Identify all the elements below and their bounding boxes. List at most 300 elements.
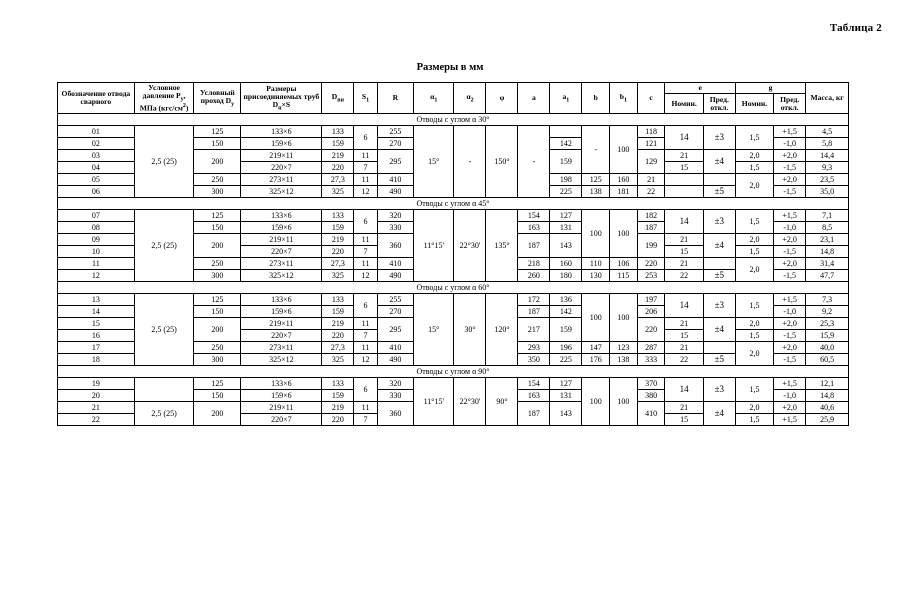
cell-b: 147 [582, 342, 610, 354]
cell-e-nominal: 15 [665, 246, 703, 258]
cell-alpha1: 11°15' [413, 378, 454, 426]
cell-r: 255 [377, 126, 413, 138]
cell-g-deviation: -1,0 [774, 390, 806, 402]
cell-g-deviation: +1,5 [774, 210, 806, 222]
cell-a1: 196 [550, 342, 582, 354]
header-g-group: g [735, 83, 805, 94]
cell-a1: 160 [550, 258, 582, 270]
cell-e-nominal: 15 [665, 330, 703, 342]
cell-alpha2: 22°30' [454, 378, 486, 426]
cell-c: 197 [637, 294, 665, 306]
cell-e-nominal: 14 [665, 126, 703, 150]
cell-id: 17 [58, 342, 135, 354]
cell-g-nominal: 2,0 [735, 318, 773, 330]
cell-pipe: 220×7 [241, 330, 322, 342]
cell-a1: 127 [550, 210, 582, 222]
cell-alpha1: 15° [413, 294, 454, 366]
cell-c: 287 [637, 342, 665, 354]
cell-dvn: 219 [322, 150, 354, 162]
cell-g-nominal: 1,5 [735, 126, 773, 150]
cell-g-nominal: 2,0 [735, 258, 773, 282]
cell-b1: 115 [610, 270, 638, 282]
cell-dy: 150 [194, 138, 241, 150]
header-designation: Обозначение отвода сварного [58, 83, 135, 114]
cell-r: 320 [377, 378, 413, 390]
cell-e-deviation: ±4 [703, 318, 735, 342]
cell-g-nominal: 2,0 [735, 150, 773, 162]
table-caption: Таблица 2 [829, 22, 882, 34]
header-g-deviation: Пред. откл. [774, 93, 806, 113]
header-alpha2: $\alpha_2$ [454, 83, 486, 114]
cell-g-nominal: 2,0 [735, 402, 773, 414]
header-e-nominal: Номин. [665, 93, 703, 113]
cell-dvn: 325 [322, 270, 354, 282]
section-header-row [58, 198, 849, 210]
cell-dy: 150 [194, 306, 241, 318]
cell-dvn: 159 [322, 222, 354, 234]
cell-a: 154 [518, 378, 550, 390]
cell-b1: 106 [610, 258, 638, 270]
cell-g-deviation: +2,0 [774, 174, 806, 186]
header-c: c [637, 83, 665, 114]
table-header [58, 83, 849, 114]
cell-dvn: 159 [322, 306, 354, 318]
cell-mass: 60,5 [806, 354, 849, 366]
cell-b1: 100 [610, 210, 638, 258]
cell-a: 172 [518, 294, 550, 306]
cell-g-deviation: +2,0 [774, 402, 806, 414]
cell-s1: 11 [354, 318, 377, 330]
cell-mass: 5,8 [806, 138, 849, 150]
cell-r: 255 [377, 294, 413, 306]
cell-a1: 159 [550, 318, 582, 342]
cell-phi: 135° [486, 210, 518, 282]
cell-c: 220 [637, 258, 665, 270]
cell-s1: 11 [354, 258, 377, 270]
cell-dy: 300 [194, 186, 241, 198]
cell-pipe: 159×6 [241, 306, 322, 318]
cell-a1: 131 [550, 390, 582, 402]
cell-r: 270 [377, 138, 413, 150]
cell-pressure: 2,5 (25) [134, 294, 194, 366]
cell-a1: 143 [550, 402, 582, 426]
cell-alpha2: - [454, 126, 486, 198]
cell-s1: 12 [354, 186, 377, 198]
cell-dvn: 220 [322, 330, 354, 342]
header-pipes: Размеры присоединяемых труб $D_н\times S$ [241, 83, 322, 114]
cell-a1: 225 [550, 354, 582, 366]
cell-g-nominal: 2,0 [735, 174, 773, 198]
cell-g-deviation: -1,0 [774, 138, 806, 150]
cell-a: 187 [518, 234, 550, 258]
cell-a: 293 [518, 342, 550, 354]
cell-s1: 6 [354, 210, 377, 234]
dimensions-table [57, 82, 849, 426]
header-s1: $S_1$ [354, 83, 377, 114]
cell-g-nominal: 1,5 [735, 378, 773, 402]
cell-dvn: 27,3 [322, 258, 354, 270]
cell-pipe: 133×6 [241, 210, 322, 222]
cell-r: 360 [377, 234, 413, 258]
cell-c: 380 [637, 390, 665, 402]
cell-g-deviation: -1,5 [774, 186, 806, 198]
cell-dvn: 219 [322, 318, 354, 330]
cell-b: 130 [582, 270, 610, 282]
cell-s1: 7 [354, 246, 377, 258]
cell-dvn: 133 [322, 294, 354, 306]
cell-r: 330 [377, 222, 413, 234]
header-a: a [518, 83, 550, 114]
cell-mass: 7,3 [806, 294, 849, 306]
header-e-deviation: Пред. откл. [703, 93, 735, 113]
cell-pipe: 159×6 [241, 222, 322, 234]
cell-id: 02 [58, 138, 135, 150]
header-b1: $b_1$ [610, 83, 638, 114]
cell-pipe: 219×11 [241, 318, 322, 330]
cell-g-deviation: +1,5 [774, 294, 806, 306]
cell-dvn: 220 [322, 414, 354, 426]
cell-pipe: 133×6 [241, 126, 322, 138]
cell-c: 21 [637, 174, 665, 186]
cell-mass: 23,5 [806, 174, 849, 186]
cell-pipe: 325×12 [241, 186, 322, 198]
section-header-row [58, 366, 849, 378]
cell-r: 490 [377, 186, 413, 198]
cell-a1: 142 [550, 306, 582, 318]
cell-e-deviation: ±3 [703, 210, 735, 234]
header-e-group: e [665, 83, 735, 94]
cell-a: 350 [518, 354, 550, 366]
cell-mass: 35,0 [806, 186, 849, 198]
cell-mass: 25,3 [806, 318, 849, 330]
cell-e-deviation: ±5 [703, 270, 735, 282]
cell-dy: 150 [194, 390, 241, 402]
cell-dy: 150 [194, 222, 241, 234]
cell-b: 125 [582, 174, 610, 186]
cell-e-deviation: ±4 [703, 150, 735, 174]
cell-g-nominal: 1,5 [735, 294, 773, 318]
cell-e-nominal: 22 [665, 354, 703, 366]
cell-a1: 131 [550, 222, 582, 234]
cell-id: 12 [58, 270, 135, 282]
cell-pipe: 133×6 [241, 378, 322, 390]
cell-dvn: 133 [322, 126, 354, 138]
cell-b: 100 [582, 210, 610, 258]
cell-e-nominal: 21 [665, 342, 703, 354]
cell-alpha1: 15° [413, 126, 454, 198]
cell-c: 22 [637, 186, 665, 198]
cell-a1: 143 [550, 234, 582, 258]
cell-dvn: 325 [322, 186, 354, 198]
cell-r: 410 [377, 174, 413, 186]
cell-mass: 14,8 [806, 390, 849, 402]
cell-c: 118 [637, 126, 665, 138]
cell-r: 320 [377, 210, 413, 222]
cell-b1: 100 [610, 294, 638, 342]
cell-c: 199 [637, 234, 665, 258]
cell-id: 13 [58, 294, 135, 306]
cell-mass: 47,7 [806, 270, 849, 282]
cell-s1: 11 [354, 402, 377, 414]
cell-g-deviation: -1,0 [774, 306, 806, 318]
cell-e-deviation: ±3 [703, 378, 735, 402]
cell-e-nominal: 21 [665, 318, 703, 330]
cell-e-deviation [703, 342, 735, 354]
cell-g-deviation: -1,5 [774, 330, 806, 342]
cell-c: 206 [637, 306, 665, 318]
cell-b: 138 [582, 186, 610, 198]
cell-g-deviation: +1,5 [774, 378, 806, 390]
cell-phi: 90° [486, 378, 518, 426]
cell-dy: 200 [194, 234, 241, 258]
cell-a: 163 [518, 222, 550, 234]
cell-dvn: 133 [322, 378, 354, 390]
cell-r: 490 [377, 354, 413, 366]
cell-b1: 181 [610, 186, 638, 198]
cell-phi: 120° [486, 294, 518, 366]
cell-c: 121 [637, 138, 665, 150]
cell-mass: 9,2 [806, 306, 849, 318]
cell-g-deviation: +2,0 [774, 318, 806, 330]
cell-a1: 180 [550, 270, 582, 282]
cell-id: 04 [58, 162, 135, 174]
cell-dy: 300 [194, 270, 241, 282]
cell-s1: 7 [354, 414, 377, 426]
cell-pipe: 220×7 [241, 414, 322, 426]
cell-pipe: 219×11 [241, 150, 322, 162]
cell-e-deviation [703, 258, 735, 270]
cell-s1: 11 [354, 342, 377, 354]
cell-a: 154 [518, 210, 550, 222]
cell-a1: 127 [550, 378, 582, 390]
table-row [58, 126, 849, 138]
cell-id: 09 [58, 234, 135, 246]
cell-dy: 200 [194, 318, 241, 342]
cell-pipe: 159×6 [241, 138, 322, 150]
cell-r: 270 [377, 306, 413, 318]
cell-a: - [518, 126, 550, 198]
cell-s1: 6 [354, 378, 377, 402]
cell-c: 370 [637, 378, 665, 390]
cell-s1: 11 [354, 174, 377, 186]
cell-c: 129 [637, 150, 665, 174]
cell-g-nominal: 1,5 [735, 210, 773, 234]
header-r: R [377, 83, 413, 114]
section-title: Отводы с углом α 90° [58, 366, 849, 378]
cell-id: 06 [58, 186, 135, 198]
cell-r: 410 [377, 342, 413, 354]
cell-id: 01 [58, 126, 135, 138]
header-mass: Масса, кг [806, 83, 849, 114]
cell-pipe: 219×11 [241, 402, 322, 414]
cell-a: 217 [518, 318, 550, 342]
cell-c: 253 [637, 270, 665, 282]
cell-phi: 150° [486, 126, 518, 198]
cell-dvn: 159 [322, 138, 354, 150]
cell-mass: 15,9 [806, 330, 849, 342]
cell-mass: 14,8 [806, 246, 849, 258]
cell-g-nominal: 1,5 [735, 414, 773, 426]
table-body [58, 114, 849, 426]
cell-r: 295 [377, 318, 413, 342]
cell-dvn: 159 [322, 390, 354, 402]
cell-s1: 12 [354, 270, 377, 282]
cell-mass: 40,0 [806, 342, 849, 354]
header-b: b [582, 83, 610, 114]
cell-g-deviation: -1,5 [774, 162, 806, 174]
cell-c: 187 [637, 222, 665, 234]
cell-e-nominal: 15 [665, 162, 703, 174]
cell-id: 22 [58, 414, 135, 426]
cell-b1: 100 [610, 378, 638, 426]
cell-r: 330 [377, 390, 413, 402]
cell-alpha2: 22°30' [454, 210, 486, 282]
cell-dvn: 219 [322, 234, 354, 246]
cell-e-nominal: 21 [665, 258, 703, 270]
cell-id: 19 [58, 378, 135, 390]
cell-r: 490 [377, 270, 413, 282]
cell-e-nominal: 14 [665, 378, 703, 402]
cell-pipe: 220×7 [241, 246, 322, 258]
cell-a1: 198 [550, 174, 582, 186]
cell-g-deviation: +2,0 [774, 258, 806, 270]
header-dvn: $D_{вн}$ [322, 83, 354, 114]
cell-id: 11 [58, 258, 135, 270]
cell-g-deviation: +2,0 [774, 234, 806, 246]
cell-id: 14 [58, 306, 135, 318]
cell-dy: 125 [194, 378, 241, 390]
cell-id: 16 [58, 330, 135, 342]
cell-g-deviation: +1,5 [774, 126, 806, 138]
cell-g-deviation: +2,0 [774, 150, 806, 162]
cell-c: 220 [637, 318, 665, 342]
cell-e-deviation: ±4 [703, 234, 735, 258]
cell-b: 100 [582, 294, 610, 342]
cell-e-nominal: 21 [665, 234, 703, 246]
cell-dvn: 27,3 [322, 174, 354, 186]
cell-s1: 6 [354, 126, 377, 150]
cell-e-nominal: 14 [665, 294, 703, 318]
cell-c: 333 [637, 354, 665, 366]
cell-a: 260 [518, 270, 550, 282]
cell-b1: 123 [610, 342, 638, 354]
cell-dy: 125 [194, 210, 241, 222]
cell-id: 08 [58, 222, 135, 234]
cell-g-deviation: -1,5 [774, 270, 806, 282]
cell-g-nominal: 1,5 [735, 162, 773, 174]
cell-a: 163 [518, 390, 550, 402]
header-alpha1: $\alpha_1$ [413, 83, 454, 114]
cell-pressure [134, 378, 194, 402]
cell-a: 218 [518, 258, 550, 270]
cell-e-deviation: ±4 [703, 402, 735, 426]
cell-id: 18 [58, 354, 135, 366]
cell-g-nominal: 1,5 [735, 330, 773, 342]
cell-pipe: 133×6 [241, 294, 322, 306]
cell-dvn: 220 [322, 246, 354, 258]
cell-c: 182 [637, 210, 665, 222]
cell-e-deviation [703, 174, 735, 186]
cell-a1 [550, 126, 582, 138]
cell-dy: 200 [194, 150, 241, 174]
cell-s1: 6 [354, 294, 377, 318]
cell-b: 110 [582, 258, 610, 270]
cell-s1: 7 [354, 330, 377, 342]
cell-dy: 125 [194, 294, 241, 306]
cell-b: 176 [582, 354, 610, 366]
cell-b: 100 [582, 378, 610, 426]
cell-dvn: 325 [322, 354, 354, 366]
table-row [58, 294, 849, 306]
cell-mass: 8,5 [806, 222, 849, 234]
cell-mass: 4,5 [806, 126, 849, 138]
cell-id: 05 [58, 174, 135, 186]
cell-dy: 200 [194, 402, 241, 426]
cell-pipe: 219×11 [241, 234, 322, 246]
cell-r: 295 [377, 150, 413, 174]
cell-pipe: 325×12 [241, 270, 322, 282]
cell-e-nominal: 14 [665, 210, 703, 234]
cell-pipe: 273×11 [241, 174, 322, 186]
cell-alpha2: 30° [454, 294, 486, 366]
cell-s1: 12 [354, 354, 377, 366]
cell-g-nominal: 2,0 [735, 234, 773, 246]
header-phi: φ [486, 83, 518, 114]
cell-a1: 136 [550, 294, 582, 306]
cell-e-nominal [665, 186, 703, 198]
cell-r: 360 [377, 402, 413, 426]
cell-pipe: 220×7 [241, 162, 322, 174]
cell-mass: 12,1 [806, 378, 849, 390]
size-note: Размеры в мм [416, 62, 484, 73]
cell-pipe: 273×11 [241, 258, 322, 270]
cell-pipe: 159×6 [241, 390, 322, 402]
cell-pipe: 325×12 [241, 354, 322, 366]
cell-s1: 11 [354, 150, 377, 162]
cell-e-nominal: 15 [665, 414, 703, 426]
cell-alpha1: 11°15' [413, 210, 454, 282]
cell-pipe: 273×11 [241, 342, 322, 354]
cell-g-nominal: 1,5 [735, 246, 773, 258]
cell-dy: 250 [194, 342, 241, 354]
cell-e-deviation: ±5 [703, 354, 735, 366]
cell-a: 187 [518, 306, 550, 318]
cell-mass: 9,3 [806, 162, 849, 174]
cell-a1: 142 [550, 138, 582, 150]
table-container [57, 82, 849, 426]
cell-pressure: 2,5 (25) [134, 210, 194, 282]
cell-id: 10 [58, 246, 135, 258]
cell-mass: 40,6 [806, 402, 849, 414]
cell-id: 15 [58, 318, 135, 330]
cell-e-deviation: ±3 [703, 126, 735, 150]
cell-a: 187 [518, 402, 550, 426]
cell-id: 21 [58, 402, 135, 414]
cell-pressure: 2,5 (25) [134, 126, 194, 198]
cell-g-deviation: +2,0 [774, 342, 806, 354]
cell-dvn: 219 [322, 402, 354, 414]
cell-a1: 225 [550, 186, 582, 198]
table-row [58, 378, 849, 390]
header-pressure: Условное давление $P_у$, МПа $(кгс/см^2)$ [134, 83, 194, 114]
cell-b: - [582, 126, 610, 174]
cell-id: 20 [58, 390, 135, 402]
section-title: Отводы с углом α 45° [58, 198, 849, 210]
cell-b1: 138 [610, 354, 638, 366]
cell-id: 03 [58, 150, 135, 162]
cell-dy: 250 [194, 258, 241, 270]
cell-g-deviation: +1,5 [774, 414, 806, 426]
